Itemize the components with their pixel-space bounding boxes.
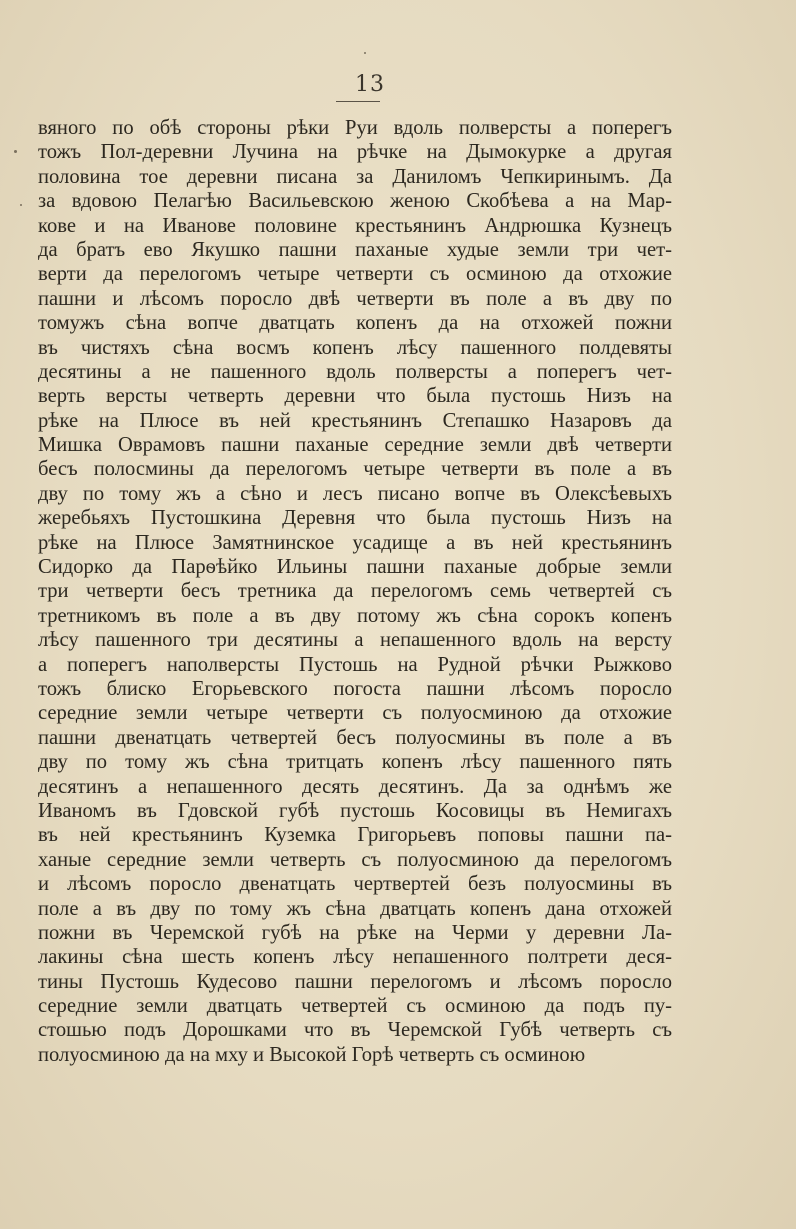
text-line: томужъ сѣна вопче дватцать копенъ да на отхожей пожни (38, 312, 672, 335)
text-line: лѣсу пашенного три десятины а непашенного вдоль на версту (38, 629, 672, 652)
text-line: и лѣсомъ поросло двенатцать чертвертей безъ полуосмины въ (38, 873, 672, 896)
text-line: десятины а не пашенного вдоль полверсты а поперегъ чет- (38, 360, 672, 383)
text-line: Сидорко да Парѳѣйко Ильины пашни паханые добрые земли (38, 556, 672, 579)
text-line: тины Пустошь Кудесово пашни перелогомъ и лѣсомъ поросло (38, 970, 672, 993)
text-line: ханые середние земли четверть съ полуосминою да перелогомъ (38, 848, 672, 871)
text-line: поле а въ дву по тому жъ сѣна дватцать копенъ дана отхожей (38, 897, 672, 920)
text-line: стошью подъ Дорошками что въ Черемской Губѣ четверть съ (38, 1019, 672, 1042)
text-line: полуосминою да на мху и Высокой Горѣ четверть съ осминою (38, 1043, 586, 1066)
paper-speck (364, 52, 366, 54)
paper-speck (20, 204, 22, 206)
text-line: жеребьяхъ Пустошкина Деревня что была пустошь Низъ на (38, 507, 672, 530)
text-line: верти да перелогомъ четыре четверти съ осминою да отхожие (38, 263, 672, 286)
text-line: въ ней крестьянинъ Куземка Григорьевъ поповы пашни па- (38, 824, 672, 847)
text-line: за вдовою Пелагѣю Васильевскою женою Скобѣева а на Мар- (38, 190, 672, 213)
text-line: тожъ блиско Егорьевского погоста пашни лѣсомъ поросло (38, 677, 672, 700)
text-line: рѣке на Плюсе въ ней крестьянинъ Степашко Назаровъ да (38, 409, 672, 432)
text-line: рѣке на Плюсе Замятнинское усадище а въ ней крестьянинъ (38, 531, 672, 554)
text-line: пашни и лѣсомъ поросло двѣ четверти въ поле а въ дву по (38, 287, 672, 310)
text-line: середние земли дватцать четвертей съ осминою да подъ пу- (38, 995, 672, 1018)
text-line: да братъ ево Якушко пашни паханые худые земли три чет- (38, 238, 672, 261)
text-line: Иваномъ въ Гдовской губѣ пустошь Косовицы въ Немигахъ (38, 799, 672, 822)
text-line: дву по тому жъ а сѣно и лесъ писано вопче въ Олексѣевыхъ (38, 482, 672, 505)
text-line: бесъ полосмины да перелогомъ четыре четверти въ поле а въ (38, 458, 672, 481)
text-line: верть версты четверть деревни что была пустошь Низъ на (38, 385, 672, 408)
text-line: середние земли четыре четверти съ полуосминою да отхожие (38, 702, 672, 725)
text-line: пашни двенатцать четвертей бесъ полуосмины въ поле а въ (38, 726, 672, 749)
text-line: вяного по обѣ стороны рѣки Руи вдоль полверсты а поперегъ (38, 117, 672, 139)
header-rule (336, 101, 380, 102)
text-line: а поперегъ наполверсты Пустошь на Рудной рѣчки Рыжково (38, 653, 672, 676)
text-line: тожъ Пол-деревни Лучина на рѣчке на Дымокурке а другая (38, 141, 672, 164)
text-line: пожни въ Черемской губѣ на рѣке на Черми у деревни Ла- (38, 921, 672, 944)
text-line: лакины сѣна шесть копенъ лѣсу непашенного полтрети деся- (38, 946, 672, 969)
body-text (38, 116, 672, 1067)
text-line: три четверти бесъ третника да перелогомъ семь четвертей съ (38, 580, 672, 603)
text-line: Мишка Овpамовъ пашни паханые середние земли двѣ четверти (38, 434, 672, 457)
text-line: дву по тому жъ сѣна тритцать копенъ лѣсу пашенного пять (38, 751, 672, 774)
text-line: въ чистяхъ сѣна восмъ копенъ лѣсу пашенного полдевяты (38, 336, 672, 359)
text-line: десятинъ а непашенного десять десятинъ. Да за однѣмъ же (38, 775, 672, 798)
page-number: 13 (355, 72, 385, 97)
text-line: половина тое деревни писана за Даниломъ Чепкиринымъ. Да (38, 165, 672, 188)
paper-speck (14, 150, 17, 153)
text-line: кове и на Иванове половине крестьянинъ Андрюшка Кузнецъ (38, 214, 672, 237)
text-line: третникомъ въ поле а въ дву потому жъ сѣна сорокъ копенъ (38, 604, 672, 627)
